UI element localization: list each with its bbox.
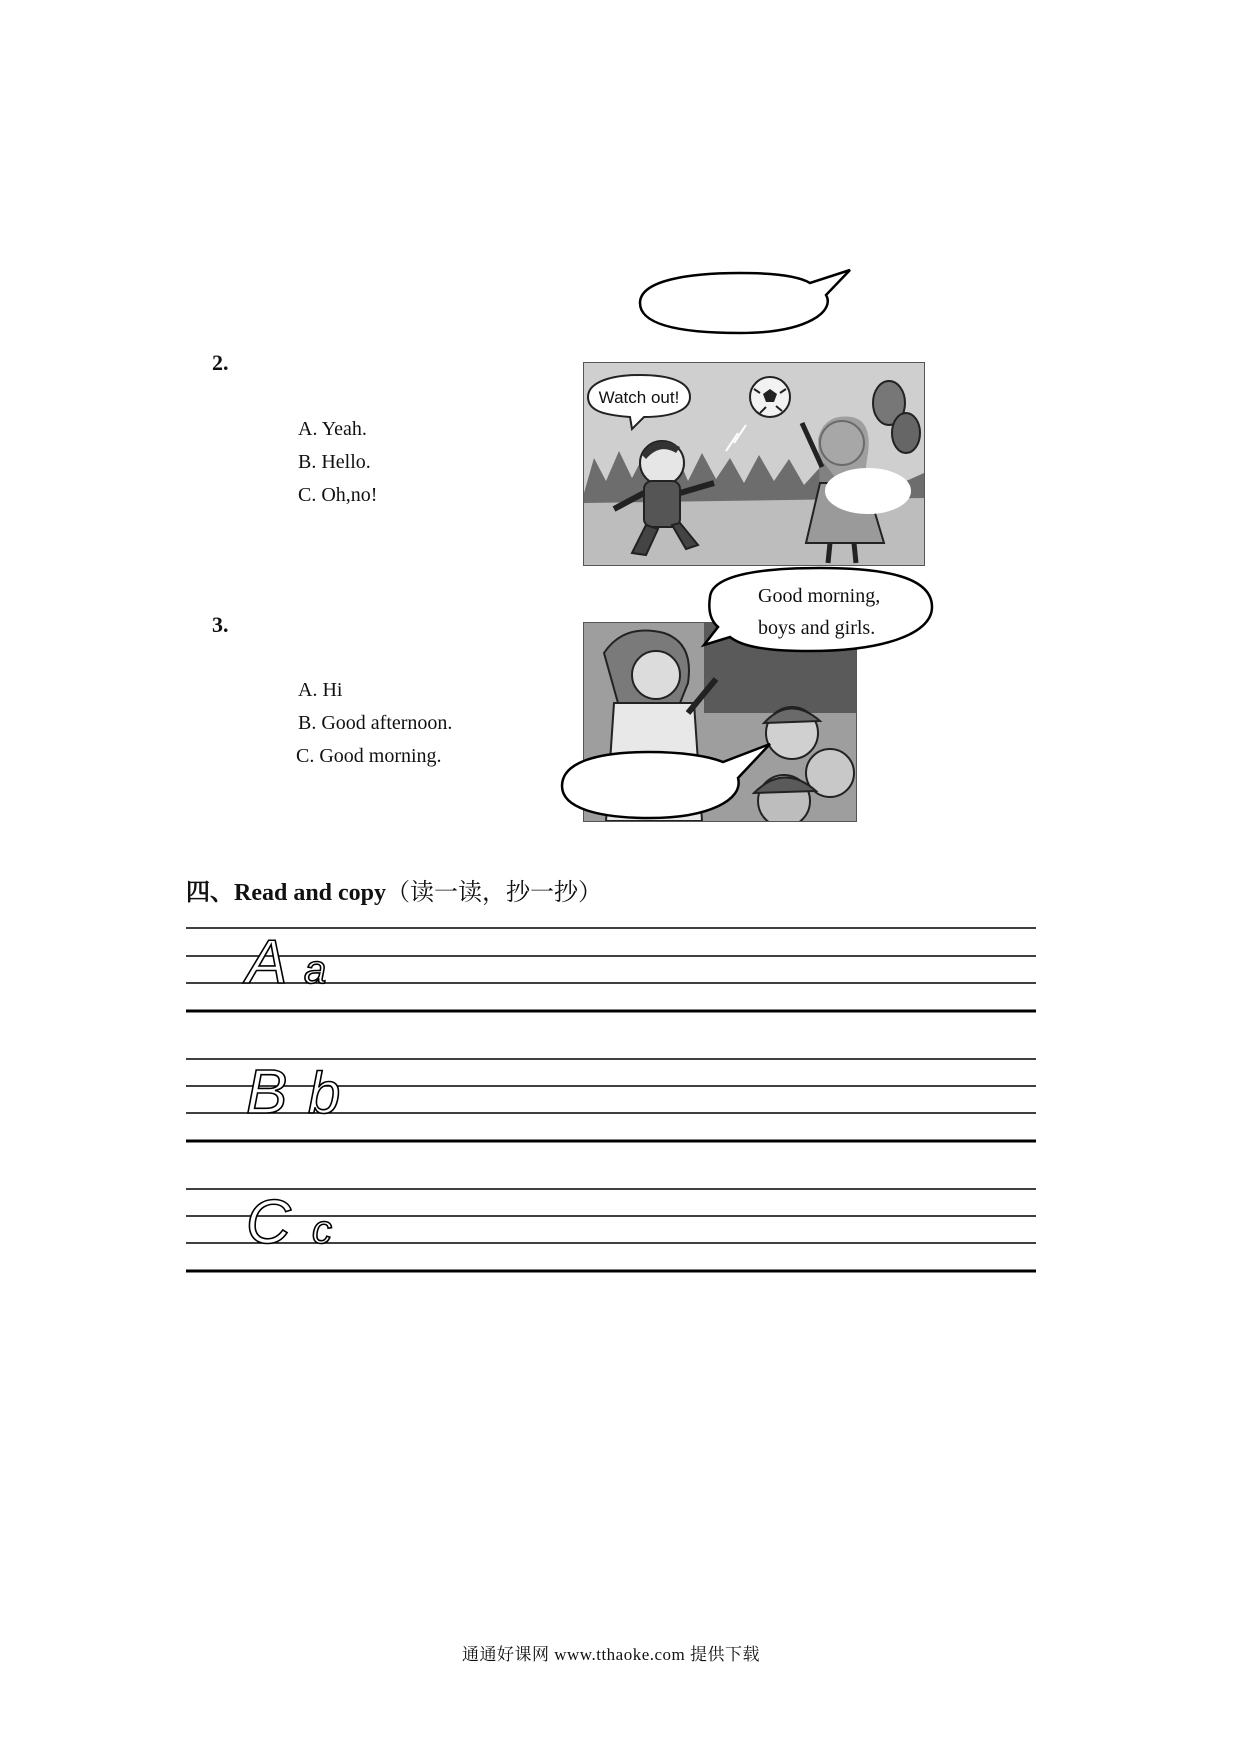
question-3-options — [298, 674, 452, 773]
question-2-option-b[interactable]: B. Hello. — [298, 451, 371, 473]
teacher-speech-line-1: Good morning, — [758, 585, 881, 607]
teacher-speech-line-2: boys and girls. — [758, 617, 876, 639]
girl-reply-bubble — [826, 469, 910, 513]
letter-c-lower: c — [312, 1208, 332, 1252]
question-3-option-b[interactable]: B. Good afternoon. — [298, 712, 453, 734]
teacher-speech-text — [758, 580, 880, 644]
letter-a-lower: a — [304, 948, 327, 992]
student-reply-bubble — [558, 738, 778, 823]
question-2-number: 2. — [212, 350, 229, 375]
question-2-option-c[interactable]: C. Oh,no! — [298, 484, 378, 506]
question-2-options — [298, 413, 377, 512]
question-3-option-c[interactable]: C. Good morning. — [296, 745, 442, 767]
page-footer: 通通好课网 www.tthaoke.com 提供下载 — [462, 1645, 761, 1664]
letter-B-upper: B — [246, 1058, 288, 1127]
question-3-option-a[interactable]: A. Hi — [298, 679, 343, 701]
soccer-ball-icon — [750, 377, 790, 417]
question-2-picture — [583, 362, 925, 566]
letter-C-upper: C — [246, 1188, 291, 1257]
watch-out-text: Watch out! — [598, 388, 680, 407]
question-2-option-a[interactable]: A. Yeah. — [298, 418, 367, 440]
park-scene-illustration — [584, 363, 924, 565]
section-4-title-en: Read and copy — [234, 880, 387, 906]
letter-A-upper: A — [246, 928, 288, 997]
handwriting-practice-area — [186, 920, 1036, 1280]
letter-b-lower: b — [308, 1061, 341, 1126]
section-4-prefix: 四、 — [186, 880, 234, 906]
top-speech-bubble — [630, 265, 860, 340]
question-3-number: 3. — [212, 612, 229, 637]
section-4-title-cn: （读一读，抄一抄） — [386, 880, 603, 906]
section-4-title — [186, 872, 602, 907]
